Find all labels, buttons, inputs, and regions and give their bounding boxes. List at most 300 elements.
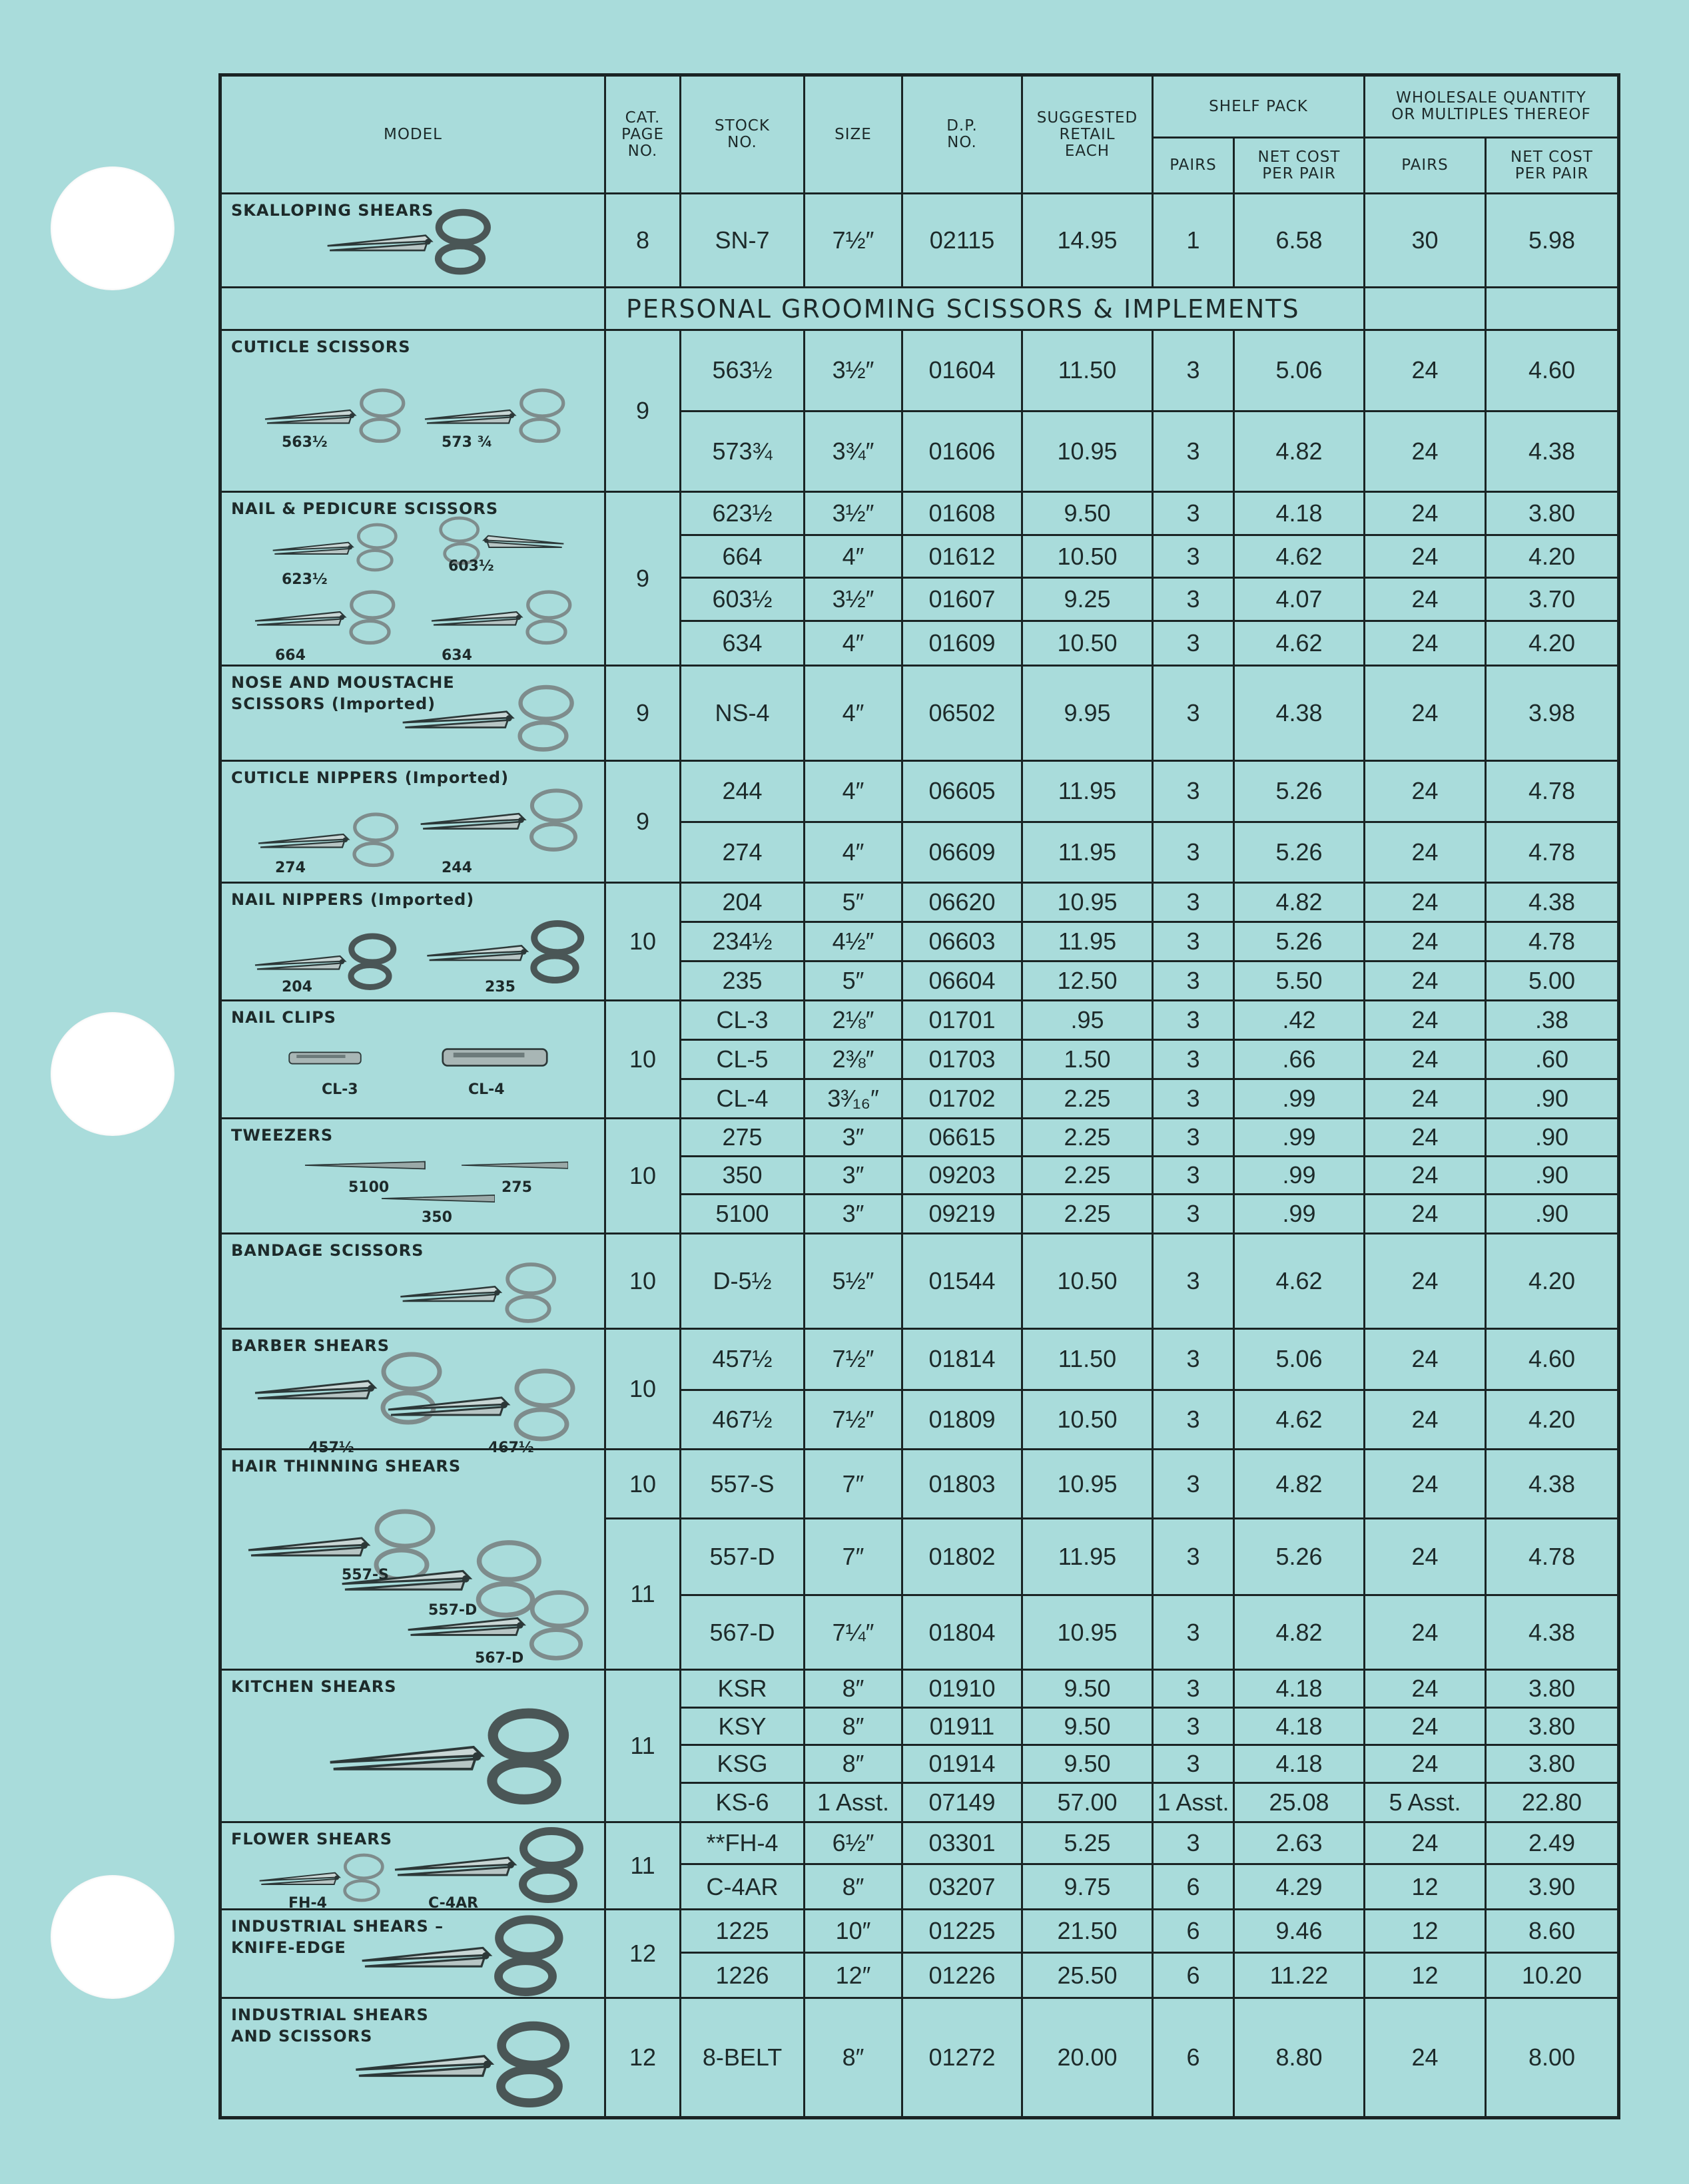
header-wholesale-quantity: WHOLESALE QUANTITY OR MULTIPLES THEREOF [1365, 75, 1619, 138]
dp-cell: 01609 [902, 621, 1022, 666]
wnet-cell: 4.20 [1486, 1234, 1619, 1329]
nail-clip-icon [288, 1048, 362, 1068]
net-cell: 9.46 [1234, 1910, 1365, 1953]
retail-cell: 25.50 [1022, 1953, 1153, 1998]
model-name: NAIL NIPPERS (Imported) [231, 890, 475, 909]
size-cell: 5½″ [805, 1234, 902, 1329]
pairs-cell: 3 [1153, 1156, 1234, 1194]
size-cell: 6½″ [805, 1822, 902, 1864]
retail-cell: 2.25 [1022, 1156, 1153, 1194]
retail-cell: 10.95 [1022, 411, 1153, 492]
model-name: TWEEZERS [231, 1126, 334, 1145]
wpairs-cell: 24 [1365, 535, 1486, 578]
model-cell [220, 1450, 605, 1670]
net-cell: 4.18 [1234, 1670, 1365, 1708]
pairs-cell: 3 [1153, 1001, 1234, 1040]
product-illustration [288, 1048, 362, 1071]
retail-cell: 9.50 [1022, 1745, 1153, 1783]
dp-cell: 01910 [902, 1670, 1022, 1708]
model-name: KNIFE-EDGE [231, 1938, 346, 1957]
net-cell: 6.58 [1234, 194, 1365, 288]
pairs-cell: 3 [1153, 1595, 1234, 1670]
dp-cell: 01803 [902, 1450, 1022, 1519]
product-illustration [348, 2012, 575, 2115]
net-cell: 5.26 [1234, 761, 1365, 822]
wpairs-cell: 24 [1365, 1519, 1486, 1595]
wpairs-cell: 24 [1365, 1670, 1486, 1708]
dp-cell: 09203 [902, 1156, 1022, 1194]
table-row [220, 1450, 1619, 1519]
header-shelf-pack: SHELF PACK [1153, 75, 1365, 138]
pairs-cell: 1 Asst. [1153, 1783, 1234, 1822]
size-cell: 10″ [805, 1910, 902, 1953]
size-cell: 3³⁄₁₆″ [805, 1079, 902, 1119]
dp-cell: 06605 [902, 761, 1022, 822]
stock-cell: 634 [681, 621, 805, 666]
stock-cell: 8-BELT [681, 1998, 805, 2118]
size-cell: 5″ [805, 883, 902, 922]
dp-cell: 06609 [902, 822, 1022, 883]
retail-cell: 21.50 [1022, 1910, 1153, 1953]
size-cell: 4″ [805, 761, 902, 822]
size-cell: 7¼″ [805, 1595, 902, 1670]
illustration-caption: 244 [442, 860, 472, 876]
wnet-cell: .60 [1486, 1040, 1619, 1079]
header-size: SIZE [805, 75, 902, 194]
wpairs-cell: 24 [1365, 1745, 1486, 1783]
stock-cell: 244 [681, 761, 805, 822]
net-cell: 4.18 [1234, 1707, 1365, 1745]
product-illustration [242, 586, 408, 649]
section-banner-blank [1365, 288, 1486, 330]
model-name: BANDAGE SCISSORS [231, 1241, 424, 1260]
retail-cell: 2.25 [1022, 1194, 1153, 1233]
pairs-cell: 3 [1153, 1390, 1234, 1449]
cat-page-cell: 10 [605, 1234, 681, 1329]
illustration-caption: 274 [275, 860, 306, 876]
retail-cell: 10.95 [1022, 883, 1153, 922]
scissors-icon [242, 586, 408, 646]
wnet-cell: 3.80 [1486, 1745, 1619, 1783]
wnet-cell: 3.98 [1486, 666, 1619, 761]
dp-cell: 01804 [902, 1595, 1022, 1670]
wpairs-cell: 24 [1365, 1079, 1486, 1119]
table-row [220, 1998, 1619, 2118]
pairs-cell: 3 [1153, 761, 1234, 822]
pairs-cell: 3 [1153, 666, 1234, 761]
stock-cell: KS-6 [681, 1783, 805, 1822]
illustration-caption: 563½ [282, 434, 328, 451]
header-dp-no: D.P. NO. [902, 75, 1022, 194]
wnet-cell: 4.38 [1486, 1450, 1619, 1519]
dp-cell: 01701 [902, 1001, 1022, 1040]
scissors-icon [322, 1697, 575, 1810]
dp-cell: 01225 [902, 1910, 1022, 1953]
net-cell: 25.08 [1234, 1783, 1365, 1822]
wnet-cell: 4.20 [1486, 535, 1619, 578]
header-suggested-retail: SUGGESTED RETAIL EACH [1022, 75, 1153, 194]
retail-cell: 9.25 [1022, 578, 1153, 621]
table-row [220, 1329, 1619, 1390]
cat-page-cell: 11 [605, 1519, 681, 1670]
retail-cell: 10.95 [1022, 1450, 1153, 1519]
dp-cell: 07149 [902, 1783, 1022, 1822]
wnet-cell: 4.78 [1486, 922, 1619, 961]
wnet-cell: .38 [1486, 1001, 1619, 1040]
retail-cell: 10.50 [1022, 1390, 1153, 1449]
illustration-caption: 623½ [282, 571, 328, 588]
product-illustration [415, 917, 595, 987]
net-cell: 4.18 [1234, 1745, 1365, 1783]
product-illustration [442, 1045, 548, 1073]
size-cell: 3½″ [805, 492, 902, 535]
stock-cell: 563½ [681, 330, 805, 411]
binder-hole-top [51, 166, 174, 290]
illustration-caption: C-4AR [428, 1895, 479, 1912]
dp-cell: 01226 [902, 1953, 1022, 1998]
table-row [220, 1234, 1619, 1329]
scissors-icon [415, 917, 595, 983]
dp-cell: 01272 [902, 1998, 1022, 2118]
wpairs-cell: 24 [1365, 1119, 1486, 1157]
model-name: NAIL CLIPS [231, 1008, 336, 1027]
product-illustration [255, 384, 415, 447]
retail-cell: 9.50 [1022, 1707, 1153, 1745]
stock-cell: CL-4 [681, 1079, 805, 1119]
retail-cell: 2.25 [1022, 1079, 1153, 1119]
wnet-cell: 4.38 [1486, 1595, 1619, 1670]
header-stock-no: STOCK NO. [681, 75, 805, 194]
cat-page-cell: 8 [605, 194, 681, 288]
model-name: FLOWER SHEARS [231, 1830, 393, 1848]
dp-cell: 01607 [902, 578, 1022, 621]
retail-cell: 11.95 [1022, 761, 1153, 822]
size-cell: 7″ [805, 1519, 902, 1595]
size-cell: 8″ [805, 1707, 902, 1745]
wpairs-cell: 12 [1365, 1953, 1486, 1998]
model-cell [220, 883, 605, 1001]
net-cell: .66 [1234, 1040, 1365, 1079]
illustration-caption: 573 ¾ [442, 434, 493, 451]
pairs-cell: 3 [1153, 961, 1234, 1001]
stock-cell: SN-7 [681, 194, 805, 288]
table-row [220, 492, 1619, 535]
pairs-cell: 3 [1153, 330, 1234, 411]
dp-cell: 06615 [902, 1119, 1022, 1157]
illustration-caption: 204 [282, 979, 312, 995]
header-shelf-pairs: PAIRS [1153, 138, 1234, 194]
retail-cell: 57.00 [1022, 1783, 1153, 1822]
wnet-cell: 4.78 [1486, 822, 1619, 883]
cat-page-cell: 12 [605, 1910, 681, 1998]
dp-cell: 01608 [902, 492, 1022, 535]
nail-clip-icon [442, 1045, 548, 1070]
product-illustration [462, 1159, 568, 1175]
pairs-cell: 3 [1153, 822, 1234, 883]
size-cell: 4½″ [805, 922, 902, 961]
net-cell: .99 [1234, 1156, 1365, 1194]
table-row [220, 1910, 1619, 1953]
net-cell: 5.26 [1234, 922, 1365, 961]
dp-cell: 01802 [902, 1519, 1022, 1595]
cat-page-cell: 10 [605, 1001, 681, 1119]
dp-cell: 01612 [902, 535, 1022, 578]
section-banner-blank [220, 288, 605, 330]
net-cell: 4.62 [1234, 621, 1365, 666]
net-cell: 4.18 [1234, 492, 1365, 535]
net-cell: .99 [1234, 1079, 1365, 1119]
tweezer-icon [382, 1193, 495, 1205]
net-cell: 4.82 [1234, 883, 1365, 922]
retail-cell: 9.50 [1022, 492, 1153, 535]
net-cell: 5.06 [1234, 1329, 1365, 1390]
dp-cell: 06603 [902, 922, 1022, 961]
model-cell [220, 1329, 605, 1456]
illustration-caption: CL-4 [468, 1081, 505, 1098]
net-cell: 4.62 [1234, 1234, 1365, 1329]
retail-cell: 10.95 [1022, 1595, 1153, 1670]
cat-page-cell: 12 [605, 1998, 681, 2118]
table-row [220, 1670, 1619, 1708]
model-name: CUTICLE SCISSORS [231, 338, 411, 356]
product-illustration [262, 519, 408, 576]
size-cell: 12″ [805, 1953, 902, 1998]
wnet-cell: 22.80 [1486, 1783, 1619, 1822]
dp-cell: 01702 [902, 1079, 1022, 1119]
table-row [220, 194, 1619, 288]
pairs-cell: 3 [1153, 1040, 1234, 1079]
net-cell: 5.06 [1234, 330, 1365, 411]
wnet-cell: 4.60 [1486, 330, 1619, 411]
model-cell [220, 1998, 605, 2118]
retail-cell: 10.50 [1022, 535, 1153, 578]
wnet-cell: 5.00 [1486, 961, 1619, 1001]
illustration-caption: 603½ [448, 558, 494, 575]
model-cell [220, 1119, 605, 1234]
pairs-cell: 6 [1153, 1998, 1234, 2118]
size-cell: 7½″ [805, 1390, 902, 1449]
size-cell: 7½″ [805, 194, 902, 288]
scissors-icon [422, 586, 581, 646]
pairs-cell: 3 [1153, 1194, 1234, 1233]
table-row [220, 883, 1619, 922]
dp-cell: 01703 [902, 1040, 1022, 1079]
stock-cell: 623½ [681, 492, 805, 535]
price-list-table [218, 73, 1620, 2119]
product-illustration [322, 1697, 575, 1814]
stock-cell: KSR [681, 1670, 805, 1708]
wnet-cell: .90 [1486, 1156, 1619, 1194]
scissors-icon [322, 198, 495, 282]
net-cell: 4.62 [1234, 535, 1365, 578]
wnet-cell: 3.70 [1486, 578, 1619, 621]
scissors-icon [415, 775, 588, 862]
pairs-cell: 3 [1153, 1234, 1234, 1329]
illustration-caption: 235 [485, 979, 515, 995]
product-illustration [415, 384, 575, 447]
model-cell [220, 194, 605, 288]
tweezer-icon [462, 1159, 568, 1171]
wpairs-cell: 24 [1365, 761, 1486, 822]
dp-cell: 01544 [902, 1234, 1022, 1329]
dp-cell: 09219 [902, 1194, 1022, 1233]
model-cell [220, 330, 605, 492]
product-illustration [355, 1910, 568, 2000]
wnet-cell: .90 [1486, 1194, 1619, 1233]
stock-cell: 350 [681, 1156, 805, 1194]
dp-cell: 01809 [902, 1390, 1022, 1449]
wpairs-cell: 24 [1365, 922, 1486, 961]
model-cell [220, 666, 605, 761]
section-banner: PERSONAL GROOMING SCISSORS & IMPLEMENTS [605, 288, 1365, 330]
net-cell: .42 [1234, 1001, 1365, 1040]
wnet-cell: 2.49 [1486, 1822, 1619, 1864]
wpairs-cell: 12 [1365, 1864, 1486, 1910]
retail-cell: 10.50 [1022, 1234, 1153, 1329]
dp-cell: 06604 [902, 961, 1022, 1001]
model-name: AND SCISSORS [231, 2027, 373, 2046]
product-illustration [382, 1363, 581, 1446]
product-illustration [382, 1193, 495, 1208]
size-cell: 4″ [805, 621, 902, 666]
product-illustration [322, 198, 495, 285]
retail-cell: 9.75 [1022, 1864, 1153, 1910]
wpairs-cell: 24 [1365, 666, 1486, 761]
retail-cell: 14.95 [1022, 194, 1153, 288]
illustration-caption: 275 [502, 1179, 532, 1196]
illustration-caption: 467½ [488, 1440, 534, 1456]
wpairs-cell: 24 [1365, 492, 1486, 535]
scissors-icon [395, 680, 581, 753]
wnet-cell: 3.80 [1486, 492, 1619, 535]
illustration-caption: 5100 [348, 1179, 390, 1196]
pairs-cell: 3 [1153, 1519, 1234, 1595]
stock-cell: 1226 [681, 1953, 805, 1998]
pairs-cell: 3 [1153, 621, 1234, 666]
retail-cell: 20.00 [1022, 1998, 1153, 2118]
net-cell: 5.26 [1234, 822, 1365, 883]
model-cell [220, 1910, 605, 1998]
scissors-icon [248, 808, 408, 868]
section-banner-blank [1486, 288, 1619, 330]
cat-page-cell: 9 [605, 492, 681, 666]
dp-cell: 01604 [902, 330, 1022, 411]
net-cell: 2.63 [1234, 1822, 1365, 1864]
table-row [220, 761, 1619, 822]
model-name: INDUSTRIAL SHEARS – [231, 1917, 444, 1936]
stock-cell: C-4AR [681, 1864, 805, 1910]
header-shelf-net-cost: NET COST PER PAIR [1234, 138, 1365, 194]
net-cell: 4.07 [1234, 578, 1365, 621]
table-row [220, 1822, 1619, 1864]
dp-cell: 01606 [902, 411, 1022, 492]
stock-cell: 664 [681, 535, 805, 578]
wnet-cell: 10.20 [1486, 1953, 1619, 1998]
stock-cell: CL-3 [681, 1001, 805, 1040]
product-illustration [382, 1823, 595, 1906]
stock-cell: 234½ [681, 922, 805, 961]
wpairs-cell: 24 [1365, 883, 1486, 922]
stock-cell: 275 [681, 1119, 805, 1157]
stock-cell: NS-4 [681, 666, 805, 761]
stock-cell: 204 [681, 883, 805, 922]
pairs-cell: 1 [1153, 194, 1234, 288]
retail-cell: 9.95 [1022, 666, 1153, 761]
wnet-cell: 4.78 [1486, 761, 1619, 822]
model-cell [220, 761, 605, 883]
wpairs-cell: 24 [1365, 1390, 1486, 1449]
wpairs-cell: 24 [1365, 1998, 1486, 2118]
pairs-cell: 3 [1153, 535, 1234, 578]
wpairs-cell: 24 [1365, 1450, 1486, 1519]
stock-cell: 1225 [681, 1910, 805, 1953]
cat-page-cell: 9 [605, 761, 681, 883]
pairs-cell: 3 [1153, 411, 1234, 492]
stock-cell: 467½ [681, 1390, 805, 1449]
net-cell: 4.82 [1234, 411, 1365, 492]
model-cell [220, 1234, 605, 1329]
pairs-cell: 3 [1153, 1745, 1234, 1783]
size-cell: 4″ [805, 666, 902, 761]
size-cell: 3″ [805, 1119, 902, 1157]
binder-hole-middle [51, 1012, 174, 1136]
pairs-cell: 3 [1153, 883, 1234, 922]
pairs-cell: 3 [1153, 1329, 1234, 1390]
dp-cell: 03301 [902, 1822, 1022, 1864]
illustration-caption: 457½ [308, 1440, 354, 1456]
illustration-caption: 557-S [342, 1567, 389, 1583]
cat-page-cell: 9 [605, 666, 681, 761]
wpairs-cell: 24 [1365, 1156, 1486, 1194]
retail-cell: 12.50 [1022, 961, 1153, 1001]
product-illustration [395, 680, 581, 756]
section-banner-row [220, 288, 1619, 330]
product-illustration [382, 1258, 575, 1328]
scissors-icon [242, 930, 408, 990]
retail-cell: 1.50 [1022, 1040, 1153, 1079]
table-row [220, 666, 1619, 761]
cat-page-cell: 10 [605, 1450, 681, 1519]
dp-cell: 01814 [902, 1329, 1022, 1390]
header-cat-page: CAT. PAGE NO. [605, 75, 681, 194]
dp-cell: 03207 [902, 1864, 1022, 1910]
illustration-caption: 634 [442, 647, 472, 664]
cat-page-cell: 10 [605, 1119, 681, 1234]
wpairs-cell: 24 [1365, 1707, 1486, 1745]
illustration-caption: CL-3 [322, 1081, 358, 1098]
wnet-cell: .90 [1486, 1119, 1619, 1157]
size-cell: 7″ [805, 1450, 902, 1519]
size-cell: 3″ [805, 1156, 902, 1194]
wpairs-cell: 30 [1365, 194, 1486, 288]
stock-cell: **FH-4 [681, 1822, 805, 1864]
product-illustration [288, 1159, 442, 1175]
net-cell: 11.22 [1234, 1953, 1365, 1998]
stock-cell: 5100 [681, 1194, 805, 1233]
wpairs-cell: 24 [1365, 1194, 1486, 1233]
header-wholesale-pairs: PAIRS [1365, 138, 1486, 194]
illustration-caption: FH-4 [288, 1895, 327, 1912]
net-cell: .99 [1234, 1119, 1365, 1157]
model-name: BARBER SHEARS [231, 1336, 390, 1355]
binder-hole-bottom [51, 1875, 174, 1999]
wpairs-cell: 24 [1365, 621, 1486, 666]
stock-cell: 235 [681, 961, 805, 1001]
retail-cell: 11.50 [1022, 1329, 1153, 1390]
scissors-icon [382, 1258, 575, 1324]
model-name: NAIL & PEDICURE SCISSORS [231, 499, 499, 518]
illustration-caption: 567-D [475, 1650, 524, 1667]
